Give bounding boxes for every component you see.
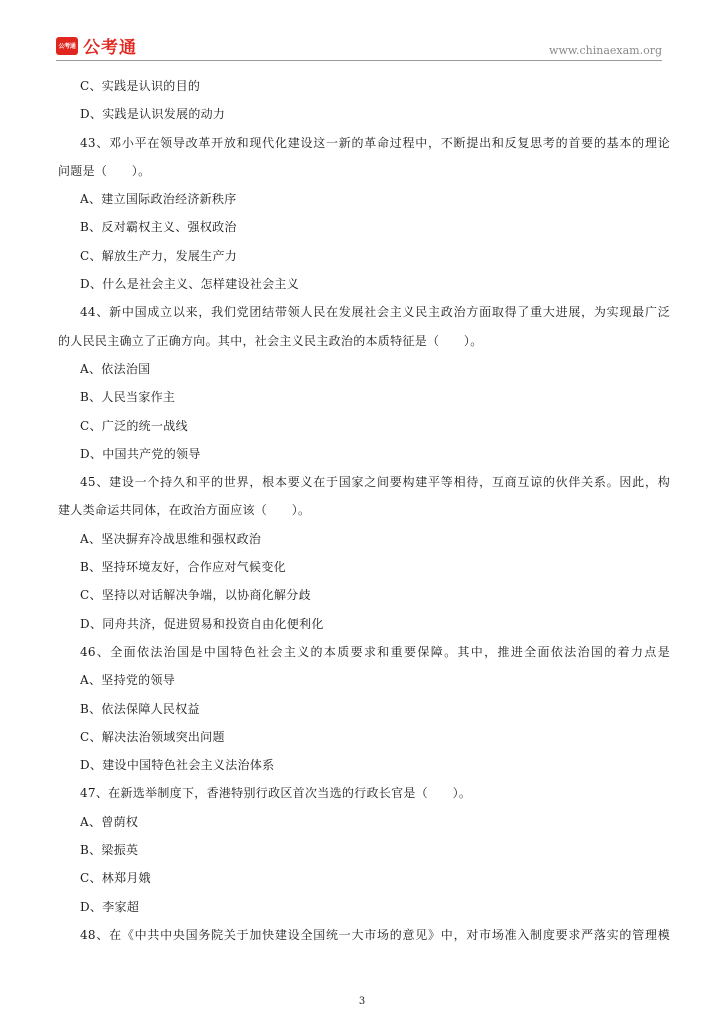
text-line: D、什么是社会主义、怎样建设社会主义 bbox=[80, 277, 300, 292]
text-line: C、林郑月娥 bbox=[80, 871, 151, 886]
text-line: B、坚持环境友好，合作应对气候变化 bbox=[80, 560, 286, 575]
text-line: B、反对霸权主义、强权政治 bbox=[80, 220, 237, 235]
text-line: 的人民民主确立了正确方向。其中，社会主义民主政治的本质特征是（ ）。 bbox=[58, 333, 483, 348]
text-line: 48、在《中共中央国务院关于加快建设全国统一大市场的意见》中，对市场准入制度要求严落实的管理模 bbox=[80, 927, 670, 942]
text-line: D、同舟共济，促进贸易和投资自由化便利化 bbox=[80, 616, 324, 631]
text-line: B、人民当家作主 bbox=[80, 390, 176, 405]
text-line: D、中国共产党的领导 bbox=[80, 446, 201, 461]
logo bbox=[56, 33, 137, 58]
document-body bbox=[58, 72, 670, 949]
page-number: 3 bbox=[358, 996, 366, 1007]
text-line: A、坚持党的领导 bbox=[80, 673, 176, 688]
text-line: C、解决法治领域突出问题 bbox=[80, 729, 225, 744]
logo-badge: 公考通 bbox=[56, 37, 78, 55]
text-line: D、建设中国特色社会主义法治体系 bbox=[80, 758, 275, 773]
text-line: B、梁振英 bbox=[80, 843, 139, 858]
text-line: 43、邓小平在领导改革开放和现代化建设这一新的革命过程中，不断提出和反复思考的首要的基本的理论 bbox=[80, 135, 670, 150]
text-line: A、建立国际政治经济新秩序 bbox=[80, 192, 237, 207]
text-line: D、李家超 bbox=[80, 899, 140, 914]
page-header bbox=[0, 0, 724, 64]
text-line: A、坚决摒弃冷战思维和强权政治 bbox=[80, 531, 262, 546]
text-line: C、坚持以对话解决争端，以协商化解分歧 bbox=[80, 588, 311, 603]
header-divider bbox=[56, 60, 662, 61]
text-line: D、实践是认识发展的动力 bbox=[80, 107, 226, 122]
text-line: C、广泛的统一战线 bbox=[80, 418, 188, 433]
text-line: A、曾荫权 bbox=[80, 814, 139, 829]
text-line: 46、全面依法治国是中国特色社会主义的本质要求和重要保障。其中，推进全面依法治国的着力点是 bbox=[80, 644, 670, 659]
text-line: 44、新中国成立以来，我们党团结带领人民在发展社会主义民主政治方面取得了重大进展，为实现最广泛 bbox=[80, 305, 670, 320]
text-line: 45、建设一个持久和平的世界，根本要义在于国家之间要构建平等相待，互商互谅的伙伴关系。因此，构 bbox=[80, 475, 670, 490]
text-line: C、解放生产力，发展生产力 bbox=[80, 248, 238, 263]
logo-text: 公考通 bbox=[83, 38, 137, 58]
text-line: 建人类命运共同体，在政治方面应该（ ）。 bbox=[58, 503, 311, 518]
text-line: 47、在新选举制度下，香港特别行政区首次当选的行政长官是（ ）。 bbox=[80, 786, 472, 801]
text-line: C、实践是认识的目的 bbox=[80, 79, 201, 93]
text-line: B、依法保障人民权益 bbox=[80, 701, 200, 716]
site-url[interactable]: www.chinaexam.org bbox=[549, 44, 662, 57]
text-line: 问题是（ ）。 bbox=[58, 163, 151, 178]
text-line: A、依法治国 bbox=[80, 361, 151, 376]
